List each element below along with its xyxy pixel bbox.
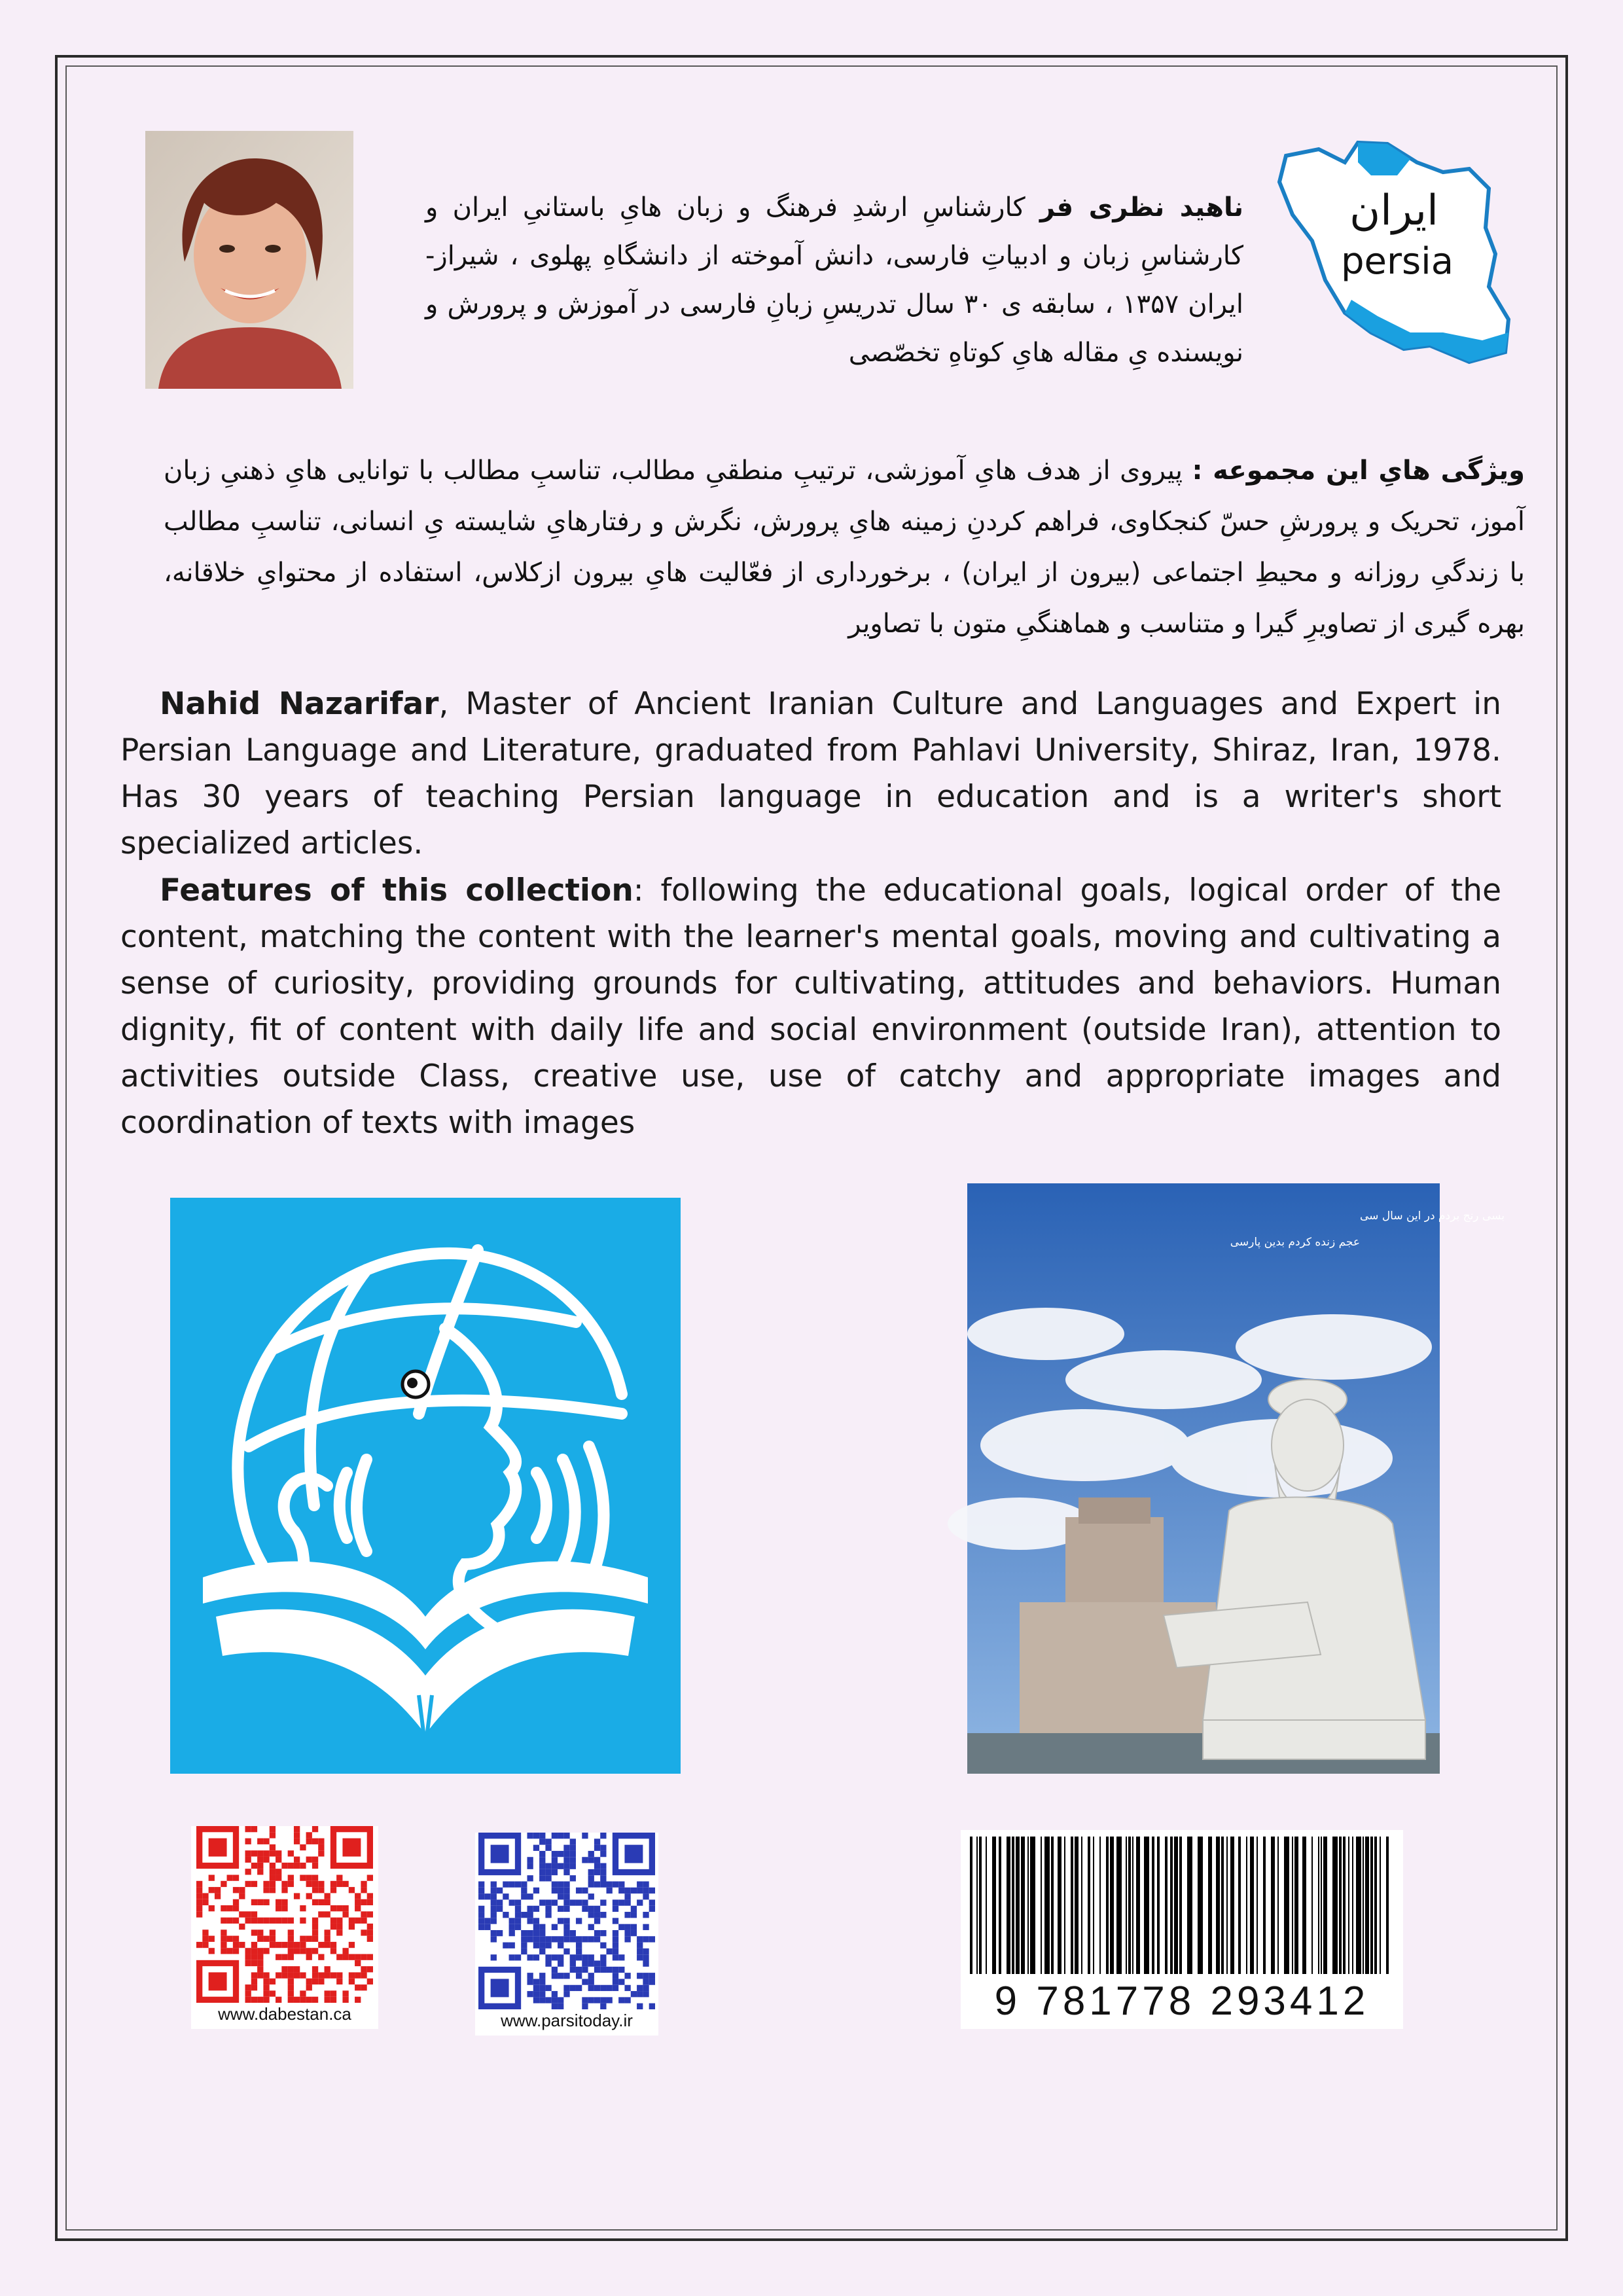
- qr-caption-dabestan: www.dabestan.ca: [218, 2004, 351, 2024]
- features-persian-text: پیروی از هدف هایِ آموزشی، ترتیبِ منطقیِ مطالب، تناسبِ مطالب با توانایی هایِ ذهنیِ زبان آموز، تحریک و پرورشِ حسّ کنجکاوی، فراهم کردنِ زمینه هایِ پرورش، نگرش و رفتارهایِ شایسته یِ انسانی، تناسبِ مطالب با زندگیِ روزانه و محیطِ اجتماعی (بیرون از ایران) ، برخورداری از فعّالیت هایِ بیرون ازکلاس، استفاده از محتوایِ خلاقانه، بهره گیری از تصاویرِ گیرا و متناسب و هماهنگیِ متون با تصاویر: [164, 456, 1525, 639]
- features-english-text: : following the educational goals, logical order of the content, matching the content with the learner's mental goals, moving and cultivating a sense of curiosity, providing grounds for cultivating, attitudes and behaviors. Human dignity, fit of content with daily life and social environment (outside Iran), attention to activities outside Class, creative use, use of catchy and appropriate images and coordination of texts with images: [120, 872, 1502, 1141]
- features-persian: [164, 445, 1525, 649]
- ferdowsi-statue-image: [967, 1183, 1505, 1774]
- barcode-bars: [961, 1830, 1403, 1974]
- features-persian-heading: ویژگی هایِ این مجموعه :: [1192, 456, 1525, 486]
- statue-caption-line2: عجم زنده کردم بدین پارسی: [1230, 1236, 1360, 1249]
- barcode-number: 9 781778 293412: [994, 1979, 1370, 2024]
- bio-english: [120, 681, 1501, 867]
- statue-caption-line1: بسی رنج بردم در این سال سی: [1360, 1210, 1505, 1223]
- bio-persian-name: ناهید نظری فر: [1040, 192, 1243, 223]
- features-english: [120, 867, 1501, 1146]
- qr-code-dabestan[interactable]: [191, 1826, 378, 2029]
- author-photo: [145, 131, 353, 389]
- publisher-logo: [170, 1198, 681, 1774]
- features-english-heading: Features of this collection: [160, 872, 633, 908]
- map-label-fa: ایران: [1349, 187, 1438, 235]
- qr-code-parsitoday[interactable]: [475, 1833, 658, 2036]
- map-label-en: persia: [1340, 240, 1454, 283]
- iran-map: [1273, 136, 1515, 365]
- qr-code-parsitoday-pattern: [475, 1833, 658, 2009]
- isbn-barcode: [961, 1830, 1403, 2029]
- bio-english-text: , Master of Ancient Iranian Culture and Languages and Expert in Persian Language and Literature, graduated from Pahlavi University, Shiraz, Iran, 1978. Has 30 years of teaching Persian language in education and is a writer's short specialized articles.: [120, 686, 1501, 861]
- bio-english-name: Nahid Nazarifar: [160, 686, 439, 722]
- qr-caption-parsitoday: www.parsitoday.ir: [501, 2011, 633, 2030]
- qr-code-dabestan-pattern: [191, 1826, 378, 2003]
- bio-persian-text: کارشناسِ ارشدِ فرهنگ و زبان هایِ باستانیِ ایران و کارشناسِ زبان و ادبیاتِ فارسی، دانش آموخته از دانشگاهِ پهلوی ، شیراز- ایران ۱۳۵۷ ، سابقه ی ۳۰ سال تدریسِ زبانِ فارسی در آموزش و پرورش و نویسنده یِ مقاله هایِ کوتاهِ تخصّصی: [425, 192, 1244, 368]
- bio-persian: [425, 183, 1243, 377]
